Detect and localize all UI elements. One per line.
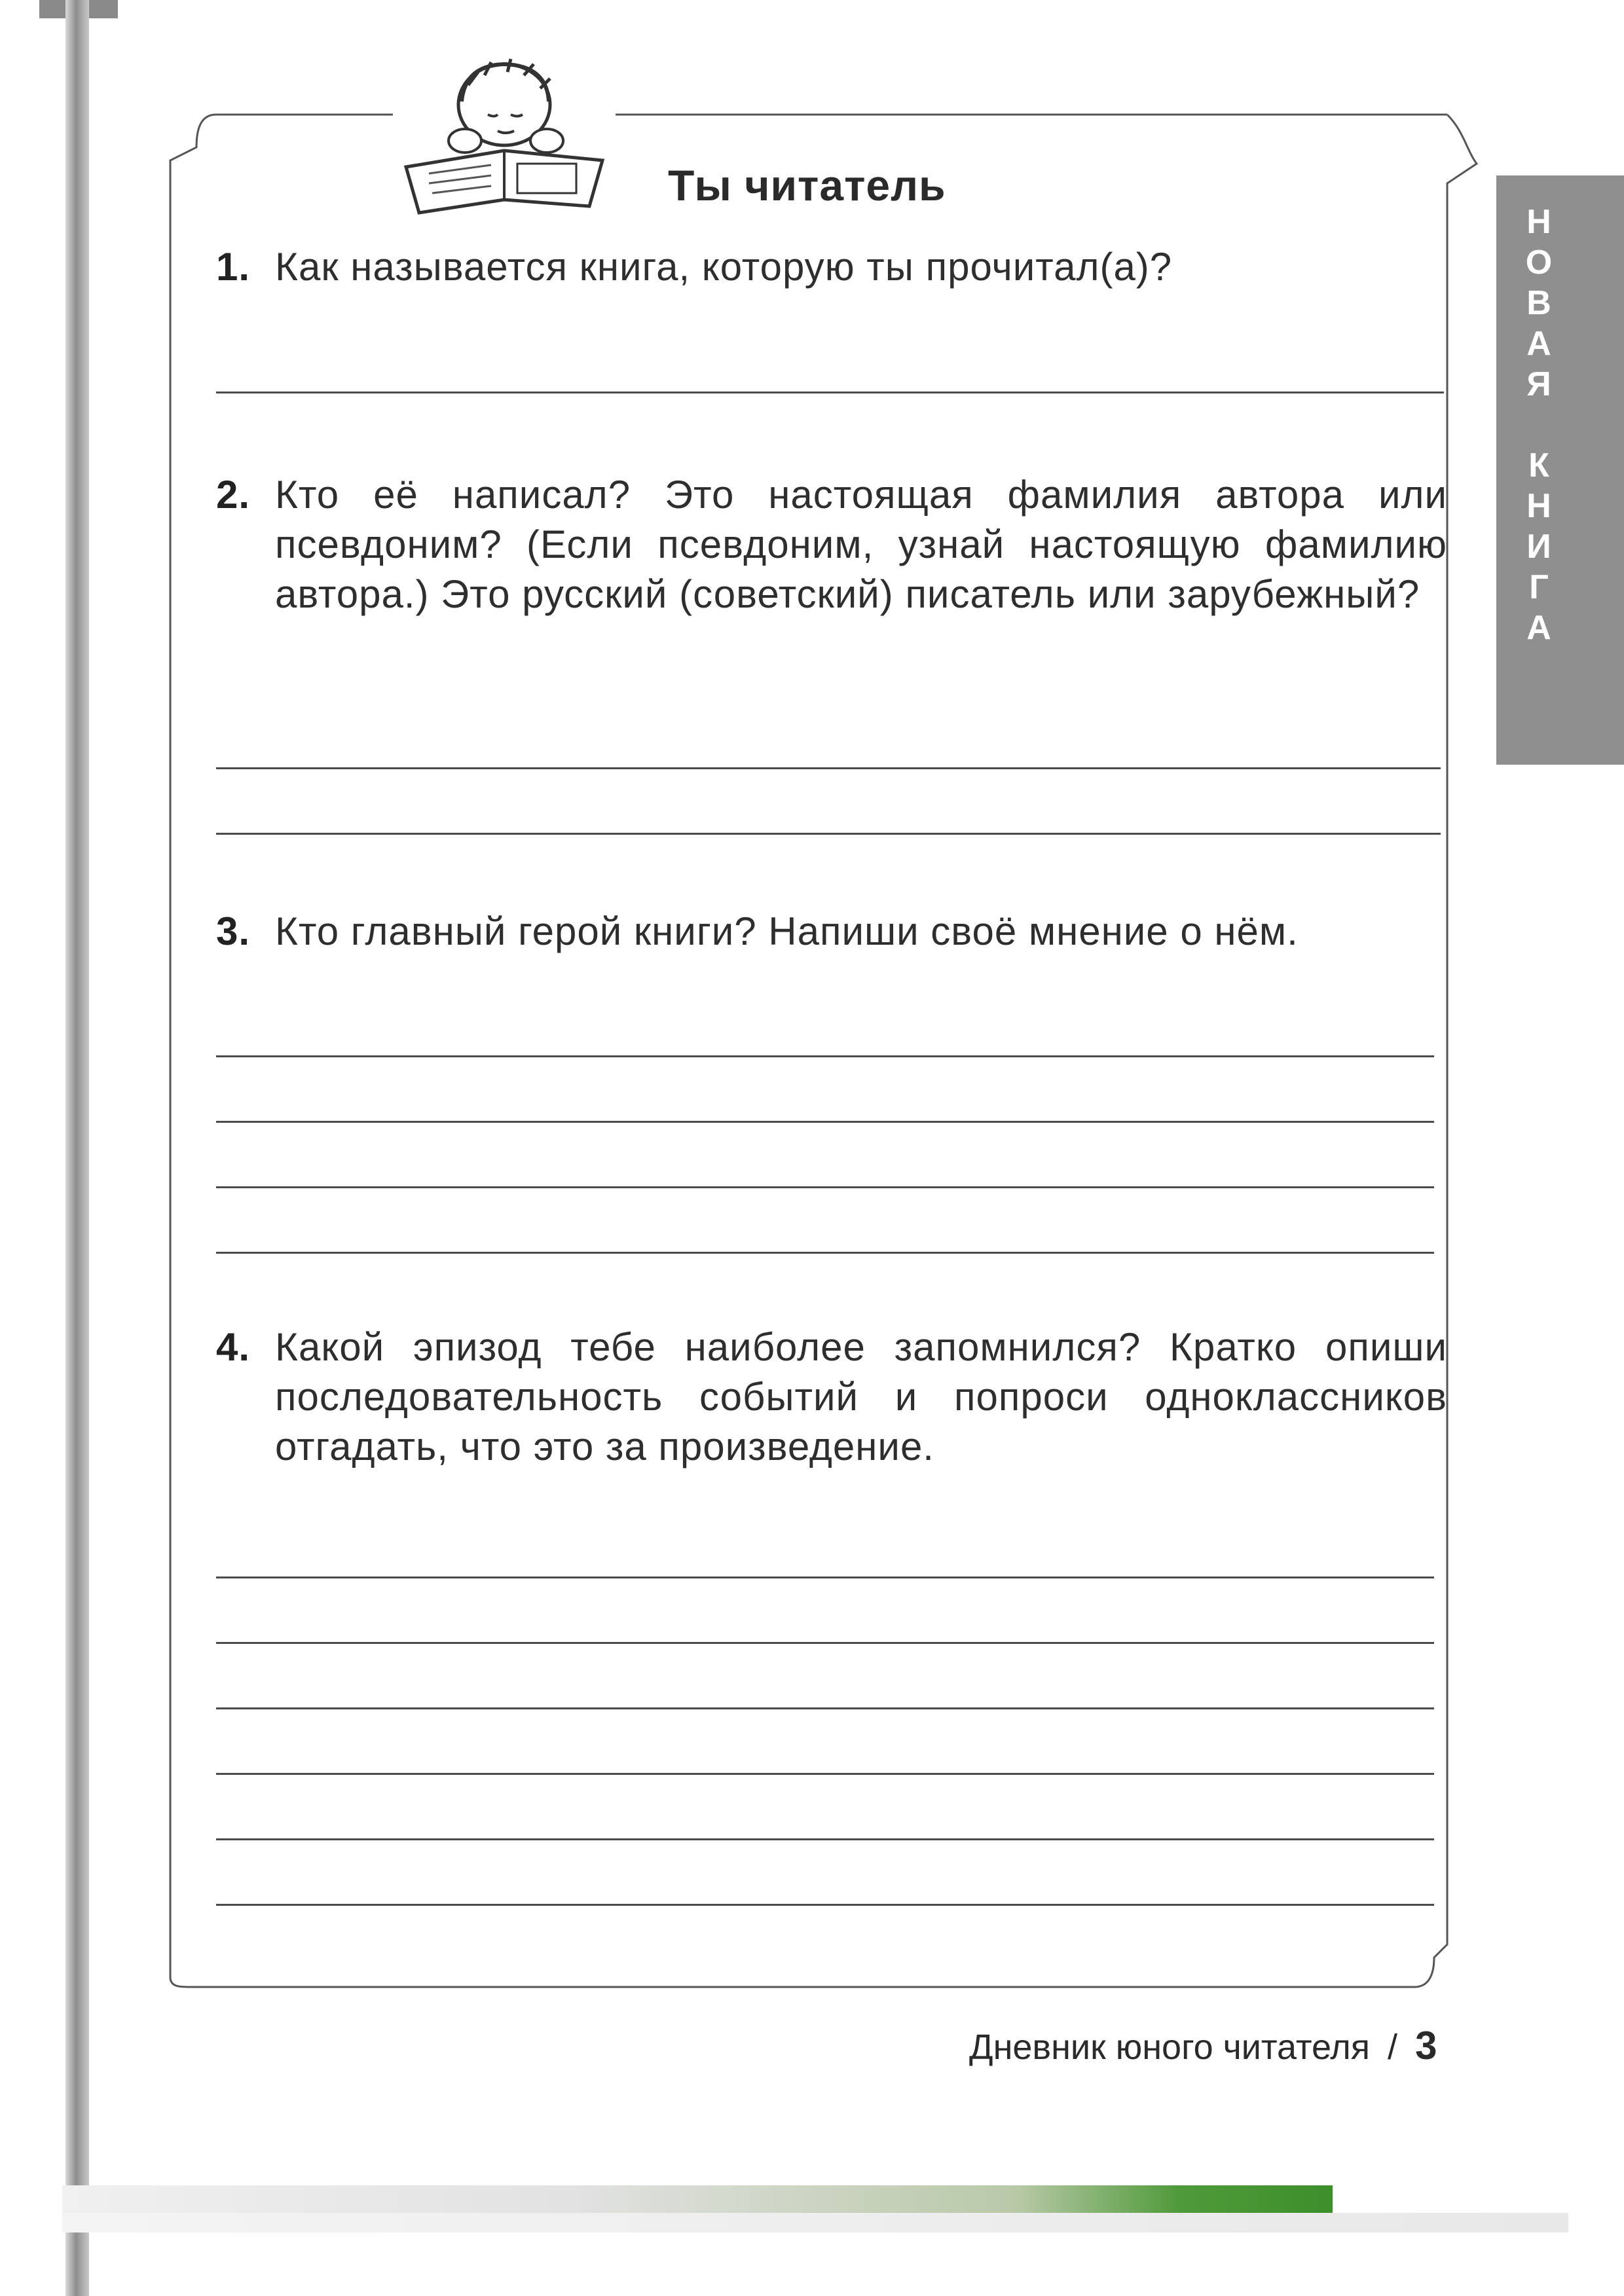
bottom-accent-bar xyxy=(62,2185,1333,2213)
question-text: Как называется книга, которую ты прочитал(а)? xyxy=(275,245,1173,289)
answer-line[interactable] xyxy=(216,1055,1434,1057)
section-tab-letters xyxy=(1496,202,1581,648)
page-title: Ты читатель xyxy=(668,161,946,210)
tab-letter: А xyxy=(1526,325,1551,363)
question-2 xyxy=(216,470,1447,619)
answer-line[interactable] xyxy=(216,1576,1434,1578)
tab-letter: О xyxy=(1525,244,1553,282)
tab-letter: Я xyxy=(1526,365,1551,403)
question-3 xyxy=(216,907,1447,957)
question-1 xyxy=(216,242,1447,292)
answer-line[interactable] xyxy=(216,1838,1434,1840)
answer-line[interactable] xyxy=(216,1252,1434,1254)
answer-line[interactable] xyxy=(216,1186,1434,1188)
answer-line[interactable] xyxy=(216,1121,1434,1123)
page-number: 3 xyxy=(1415,2024,1437,2068)
question-number: 2. xyxy=(216,473,251,517)
answer-line[interactable] xyxy=(216,767,1441,769)
answer-line[interactable] xyxy=(216,1642,1434,1644)
answer-line[interactable] xyxy=(216,392,1444,393)
footer-separator: / xyxy=(1388,2028,1398,2067)
tab-letter: Н xyxy=(1526,487,1551,525)
bottom-scan-strip xyxy=(62,2213,1568,2232)
question-text: Кто главный герой книги? Напиши своё мнение о нём. xyxy=(275,909,1299,953)
question-number: 4. xyxy=(216,1325,251,1369)
tab-letter: И xyxy=(1526,528,1551,566)
tab-letter: Г xyxy=(1529,568,1549,606)
question-number: 3. xyxy=(216,909,251,953)
tab-letter: К xyxy=(1528,446,1549,484)
page-footer xyxy=(969,2023,1437,2068)
tab-letter: В xyxy=(1526,284,1551,322)
section-side-tab xyxy=(1496,175,1624,765)
answer-line[interactable] xyxy=(216,1707,1434,1709)
question-number: 1. xyxy=(216,245,251,289)
answer-line[interactable] xyxy=(216,1773,1434,1775)
footer-book-title: Дневник юного читателя xyxy=(969,2028,1371,2067)
tab-gap xyxy=(1496,405,1581,445)
question-text: Кто её написал? Это настоящая фамилия автора или псевдоним? (Если псевдоним, узнай настоящую фамилию автора.) Это русский (советский) писатель или зарубежный? xyxy=(275,473,1447,616)
question-4 xyxy=(216,1322,1447,1472)
answer-line[interactable] xyxy=(216,833,1441,835)
tab-letter: А xyxy=(1526,609,1551,647)
question-text: Какой эпизод тебе наиболее запомнился? Кратко опиши последовательность событий и попроси одноклассников отгадать, что это за произведение. xyxy=(275,1325,1447,1468)
answer-line[interactable] xyxy=(216,1904,1434,1906)
reading-child-icon xyxy=(393,52,616,216)
tab-letter: Н xyxy=(1526,203,1551,241)
